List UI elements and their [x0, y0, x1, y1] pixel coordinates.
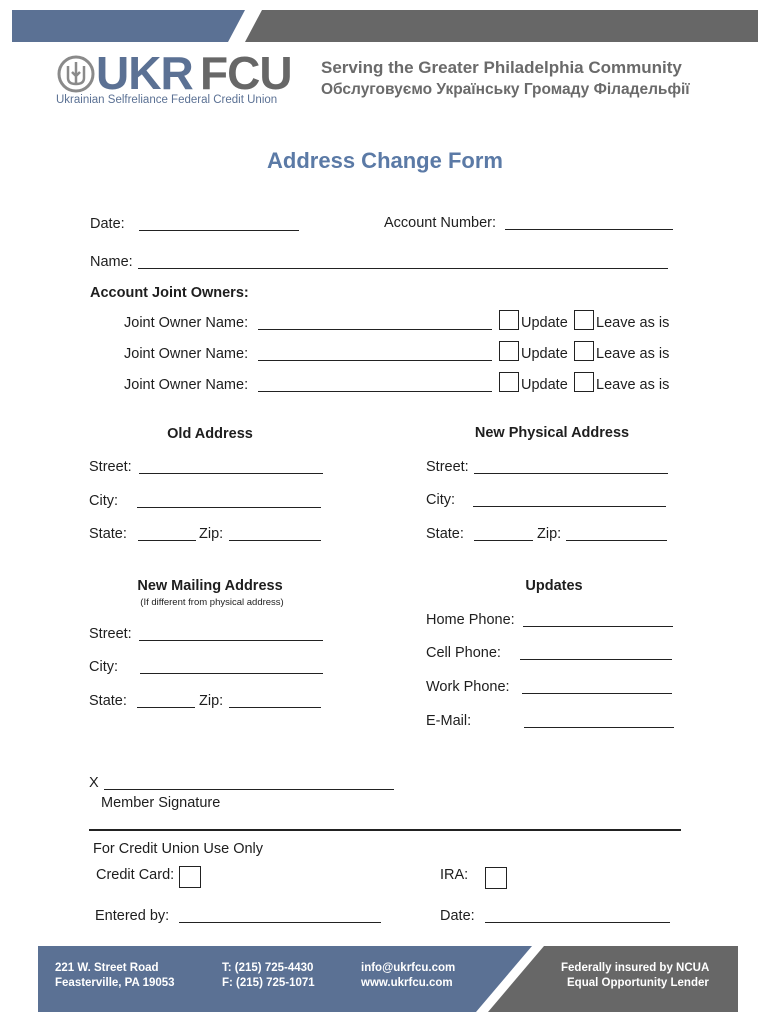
footer-address-1: 221 W. Street Road [55, 962, 159, 974]
signature-label: Member Signature [101, 795, 221, 811]
entered-by-label: Entered by: [95, 908, 170, 924]
footer-email-link[interactable]: info@ukrfcu.com [361, 962, 456, 974]
email-field[interactable] [524, 727, 674, 728]
old-state-field[interactable] [138, 540, 196, 541]
logo-fcu: FCU [200, 47, 292, 99]
slogan-en: Serving the Greater Philadelphia Community [321, 58, 682, 77]
phys-zip-label: Zip: [537, 526, 562, 542]
date-label: Date: [90, 216, 125, 232]
leave-label: Leave as is [596, 377, 670, 393]
old-state-label: State: [89, 526, 127, 542]
logo [56, 47, 306, 108]
phys-street-label: Street: [426, 459, 469, 475]
credit-card-label: Credit Card: [96, 867, 175, 883]
joint-owner-field[interactable] [258, 391, 492, 392]
footer-insured: Federally insured by NCUA [561, 962, 710, 974]
phys-state-field[interactable] [474, 540, 533, 541]
updates-heading: Updates [525, 578, 583, 594]
update-label: Update [521, 315, 568, 331]
new-physical-heading: New Physical Address [474, 425, 630, 441]
mail-state-label: State: [89, 693, 127, 709]
old-zip-field[interactable] [229, 540, 321, 541]
phys-city-label: City: [426, 492, 455, 508]
leave-checkbox[interactable] [574, 341, 594, 361]
update-checkbox[interactable] [499, 310, 519, 330]
signature-field[interactable] [104, 789, 394, 790]
form-title: Address Change Form [267, 148, 503, 173]
name-field[interactable] [138, 268, 668, 269]
logo-ukr: UKR [96, 47, 193, 99]
leave-label: Leave as is [596, 315, 670, 331]
trident-emblem-icon [56, 54, 96, 94]
new-mailing-note: (If different from physical address) [140, 597, 284, 608]
mail-state-field[interactable] [137, 707, 195, 708]
footer-address-2: Feasterville, PA 19053 [55, 977, 175, 989]
joint-owners-heading: Account Joint Owners: [90, 285, 249, 301]
credit-card-checkbox[interactable] [179, 866, 201, 888]
work-phone-label: Work Phone: [426, 679, 510, 695]
mail-city-label: City: [89, 659, 118, 675]
home-phone-field[interactable] [523, 626, 673, 627]
joint-owner-field[interactable] [258, 360, 492, 361]
ira-label: IRA: [440, 867, 469, 883]
update-label: Update [521, 346, 568, 362]
joint-owner-label: Joint Owner Name: [124, 377, 249, 393]
cell-phone-field[interactable] [520, 659, 672, 660]
mail-zip-field[interactable] [229, 707, 321, 708]
joint-owner-label: Joint Owner Name: [124, 315, 249, 331]
mail-city-field[interactable] [140, 673, 323, 674]
old-zip-label: Zip: [199, 526, 224, 542]
cell-phone-label: Cell Phone: [426, 645, 501, 661]
update-label: Update [521, 377, 568, 393]
slogan-uk: Обслуговуємо Українську Громаду Філадельфії [321, 81, 690, 98]
email-label: E-Mail: [426, 713, 472, 729]
cu-date-field[interactable] [485, 922, 670, 923]
home-phone-label: Home Phone: [426, 612, 515, 628]
phys-zip-field[interactable] [566, 540, 667, 541]
work-phone-field[interactable] [522, 693, 672, 694]
footer-fax: F: (215) 725-1071 [222, 977, 315, 989]
name-label: Name: [90, 254, 133, 270]
old-city-label: City: [89, 493, 118, 509]
old-address-heading: Old Address [167, 426, 253, 442]
phys-state-label: State: [426, 526, 464, 542]
old-street-field[interactable] [139, 473, 323, 474]
update-checkbox[interactable] [499, 372, 519, 392]
mail-street-field[interactable] [139, 640, 323, 641]
cu-use-heading: For Credit Union Use Only [93, 841, 264, 857]
footer-lender: Equal Opportunity Lender [567, 977, 709, 989]
joint-owner-label: Joint Owner Name: [124, 346, 249, 362]
new-mailing-heading: New Mailing Address [137, 578, 283, 594]
footer-web-link[interactable]: www.ukrfcu.com [361, 977, 453, 989]
old-city-field[interactable] [137, 507, 321, 508]
signature-x: X [89, 775, 99, 791]
mail-zip-label: Zip: [199, 693, 224, 709]
phys-city-field[interactable] [473, 506, 666, 507]
entered-by-field[interactable] [179, 922, 381, 923]
ira-checkbox[interactable] [485, 867, 507, 889]
leave-checkbox[interactable] [574, 310, 594, 330]
logo-subtitle: Ukrainian Selfreliance Federal Credit Union [56, 94, 278, 106]
divider [89, 829, 681, 831]
leave-checkbox[interactable] [574, 372, 594, 392]
account-number-field[interactable] [505, 229, 673, 230]
date-field[interactable] [139, 230, 299, 231]
mail-street-label: Street: [89, 626, 132, 642]
phys-street-field[interactable] [474, 473, 668, 474]
header-band [0, 0, 770, 46]
joint-owner-field[interactable] [258, 329, 492, 330]
old-street-label: Street: [89, 459, 132, 475]
cu-date-label: Date: [440, 908, 475, 924]
footer-phone: T: (215) 725-4430 [222, 962, 314, 974]
account-number-label: Account Number: [384, 215, 497, 231]
update-checkbox[interactable] [499, 341, 519, 361]
leave-label: Leave as is [596, 346, 670, 362]
